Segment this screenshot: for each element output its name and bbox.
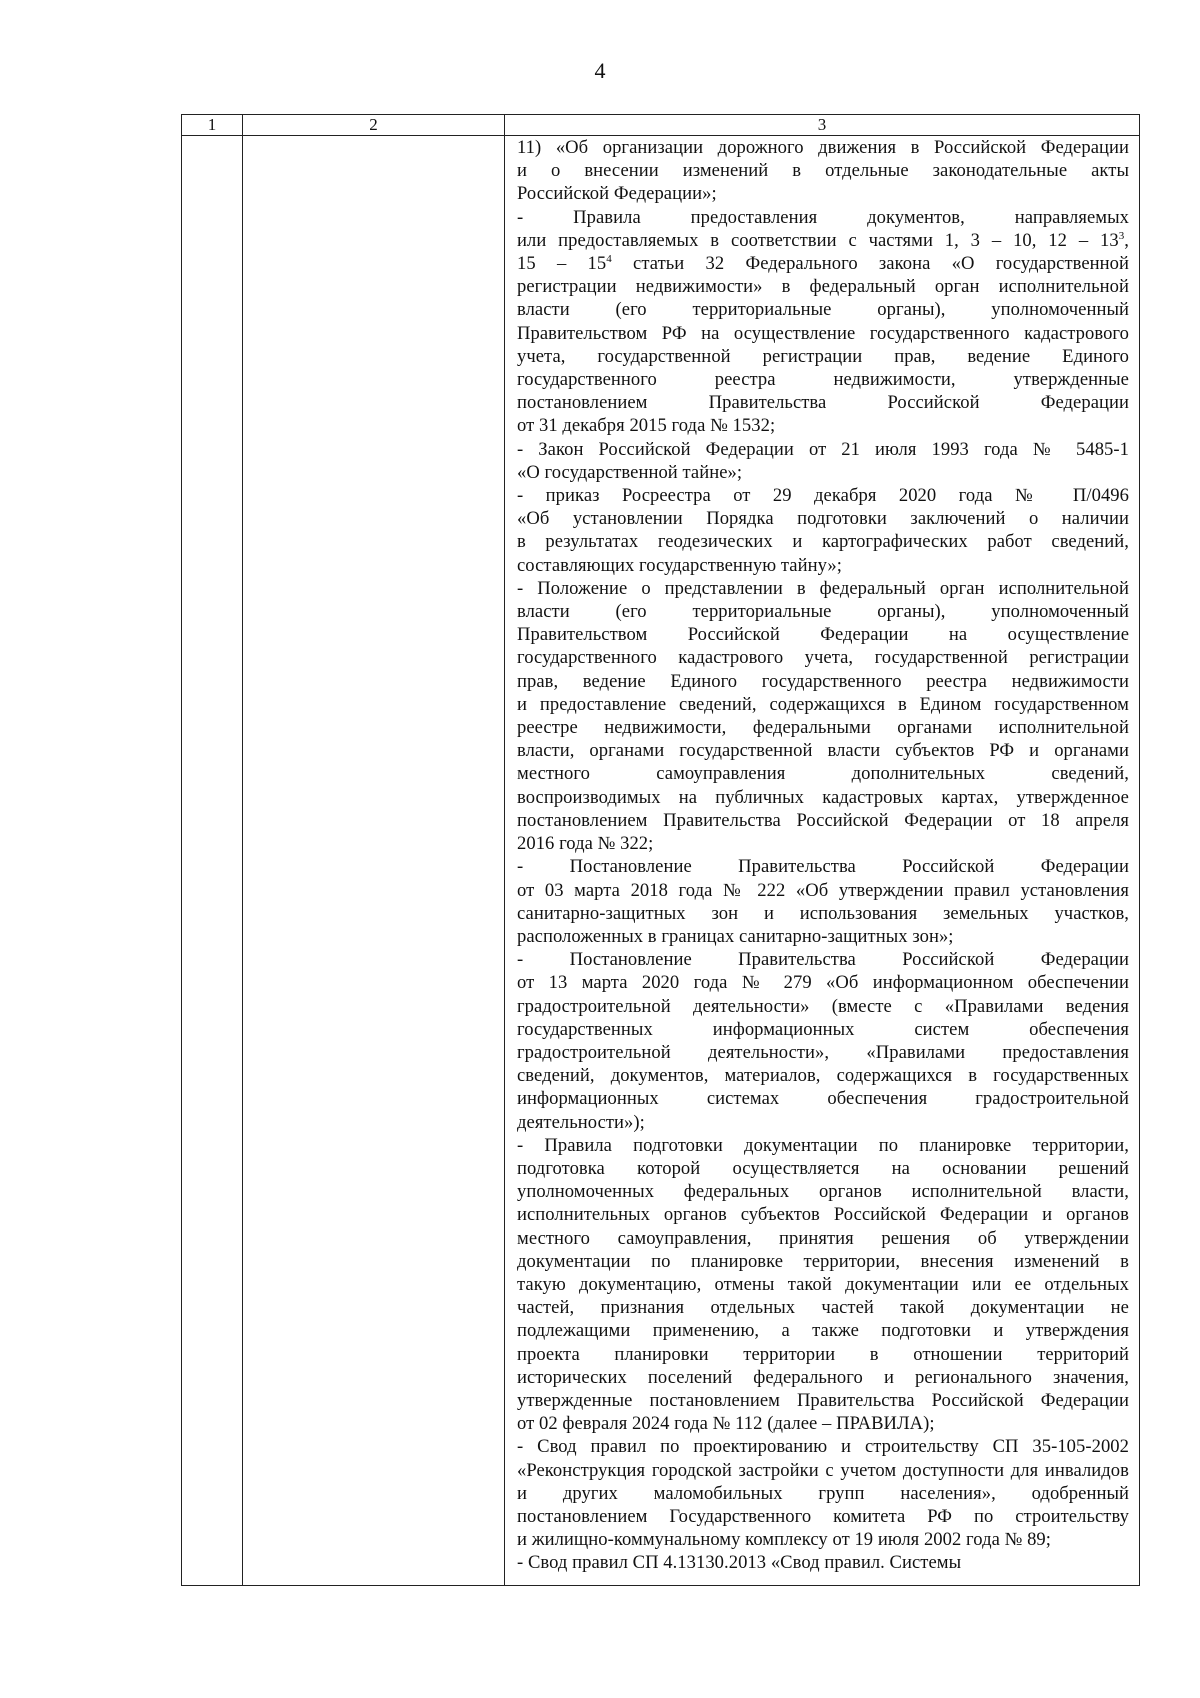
legal-text-line: государственного кадастрового учета, государственной регистрации — [517, 647, 1129, 669]
legal-text-line: местного самоуправления дополнительных сведений, — [517, 763, 1129, 785]
legal-text-line: постановлением Правительства Российской Федерации — [517, 392, 1129, 414]
table-header-row — [182, 115, 1140, 136]
legal-text-line: «Реконструкция городской застройки с учетом доступности для инвалидов — [517, 1459, 1129, 1481]
legal-text-line: $15 - 15^4$ статьи 32 Федерального закона «О государственной — [517, 253, 1129, 275]
page-number: 4 — [594, 58, 606, 83]
legal-text-line: постановлением Государственного комитета РФ по строительству — [517, 1505, 1129, 1527]
column-header-1: 1 — [182, 115, 243, 136]
legal-text-line: 11) «Об организации дорожного движения в Российской Федерации — [517, 137, 1129, 158]
table-row — [182, 136, 1140, 1586]
legal-text-line: такую документацию, отмены такой документации или ее отдельных — [517, 1273, 1129, 1295]
legal-text-line: проекта планировки территории в отношении территорий — [517, 1343, 1129, 1365]
legal-text-line: и предоставление сведений, содержащихся в Едином государственном — [517, 693, 1129, 715]
legal-text-line: учета, государственной регистрации прав, ведение Единого — [517, 345, 1129, 367]
legal-text-line: частей, признания отдельных частей такой документации не — [517, 1297, 1129, 1319]
column-1-cell — [182, 136, 243, 1586]
legal-text-line: регистрации недвижимости» в федеральный орган исполнительной — [517, 276, 1129, 298]
legal-text-line: постановлением Правительства Российской Федерации от 18 апреля — [517, 809, 1129, 831]
legal-text-line: расположенных в границах санитарно-защитных зон»; — [517, 925, 954, 947]
legal-text-line: - Положение о представлении в федеральный орган исполнительной — [517, 577, 1129, 599]
legal-text-line: подлежащими применению, а также подготовки и утверждения — [517, 1320, 1129, 1342]
legal-text-line: государственного реестра недвижимости, утвержденные — [517, 369, 1129, 391]
legal-text-line: реестре недвижимости, федеральными органами исполнительной — [517, 717, 1129, 739]
legal-text-line: и о внесении изменений в отдельные законодательные акты — [517, 160, 1129, 182]
legal-text-line: утвержденные постановлением Правительства Российской Федерации — [517, 1389, 1129, 1411]
legal-text-line: Правительством РФ на осуществление государственного кадастрового — [517, 322, 1129, 344]
legal-text-line: уполномоченных федеральных органов исполнительной власти, — [517, 1181, 1129, 1203]
legal-text-line: прав, ведение Единого государственного реестра недвижимости — [517, 670, 1129, 692]
legal-text-line: местного самоуправления, принятия решения об утверждении — [517, 1227, 1129, 1249]
legal-text-line: или предоставляемых в соответствии с частями 1, 3 – 10, $12 - 13^3$, — [517, 229, 1129, 251]
legal-text-line: - Правила подготовки документации по планировке территории, — [517, 1134, 1129, 1156]
legal-text-line: - Правила предоставления документов, направляемых — [517, 206, 1129, 228]
legal-text-line: градостроительной деятельности» (вместе с «Правилами ведения — [517, 995, 1129, 1017]
legal-text-line: государственных информационных систем обеспечения — [517, 1018, 1129, 1040]
legal-text-line: - Свод правил СП 4.13130.2013 «Свод правил. Системы — [517, 1552, 962, 1574]
legal-text-line: власти (его территориальные органы), уполномоченный — [517, 299, 1129, 321]
legal-text-line: - Закон Российской Федерации от 21 июля 1993 года № 5485-1 — [517, 438, 1129, 460]
legal-text-line: сведений, документов, материалов, содержащихся в государственных — [517, 1065, 1129, 1087]
legal-text-line: Правительством Российской Федерации на осуществление — [517, 624, 1129, 646]
legal-text-line: информационных системах обеспечения градостроительной — [517, 1088, 1129, 1110]
column-3-cell — [505, 136, 1140, 1586]
legal-text-line: документации по планировке территории, внесения изменений в — [517, 1250, 1129, 1272]
legal-text-line: исторических поселений федерального и регионального значения, — [517, 1366, 1129, 1388]
legal-text-line: градостроительной деятельности», «Правилами предоставления — [517, 1041, 1129, 1063]
legal-text-line: санитарно-защитных зон и использования земельных участков, — [517, 902, 1129, 924]
legal-text-line: составляющих государственную тайну»; — [517, 554, 842, 576]
legal-text-line: и других маломобильных групп населения», одобренный — [517, 1482, 1129, 1504]
column-2-cell — [243, 136, 505, 1586]
legal-text-line: - Постановление Правительства Российской Федерации — [517, 856, 1129, 878]
legal-text-line: от 31 декабря 2015 года № 1532; — [517, 415, 776, 437]
legal-text-line: и жилищно-коммунальному комплексу от 19 июля 2002 года № 89; — [517, 1529, 1051, 1551]
legal-text-line: деятельности»); — [517, 1111, 645, 1133]
legal-text-line: в результатах геодезических и картографических работ сведений, — [517, 531, 1129, 553]
legal-text-line: «Об установлении Порядка подготовки заключений о наличии — [517, 508, 1129, 530]
legal-text-line: от 03 марта 2018 года № 222 «Об утверждении правил установления — [517, 879, 1129, 901]
legal-text-line: от 13 марта 2020 года № 279 «Об информационном обеспечении — [517, 972, 1129, 994]
column-header-2: 2 — [243, 115, 505, 136]
legal-text-line: 2016 года № 322; — [517, 833, 654, 855]
legal-text-line: власти, органами государственной власти субъектов РФ и органами — [517, 740, 1129, 762]
legal-text-line: Российской Федерации»; — [517, 183, 717, 205]
legal-text-line: - Свод правил по проектированию и строительству СП 35-105-2002 — [517, 1436, 1129, 1458]
legal-text-line: от 02 февраля 2024 года № 112 (далее – ПРАВИЛА); — [517, 1413, 935, 1435]
column-header-3: 3 — [505, 115, 1140, 136]
document-table — [181, 114, 1140, 1586]
legal-text-line: власти (его территориальные органы), уполномоченный — [517, 601, 1129, 623]
legal-text-line: - Постановление Правительства Российской Федерации — [517, 949, 1129, 971]
legal-text-line: - приказ Росреестра от 29 декабря 2020 года № П/0496 — [517, 485, 1129, 507]
legal-text-line: подготовка которой осуществляется на основании решений — [517, 1157, 1129, 1179]
legal-text-line: исполнительных органов субъектов Российской Федерации и органов — [517, 1204, 1129, 1226]
legal-text-line: воспроизводимых на публичных кадастровых картах, утвержденное — [517, 786, 1129, 808]
legal-text-line: «О государственной тайне»; — [517, 461, 743, 483]
